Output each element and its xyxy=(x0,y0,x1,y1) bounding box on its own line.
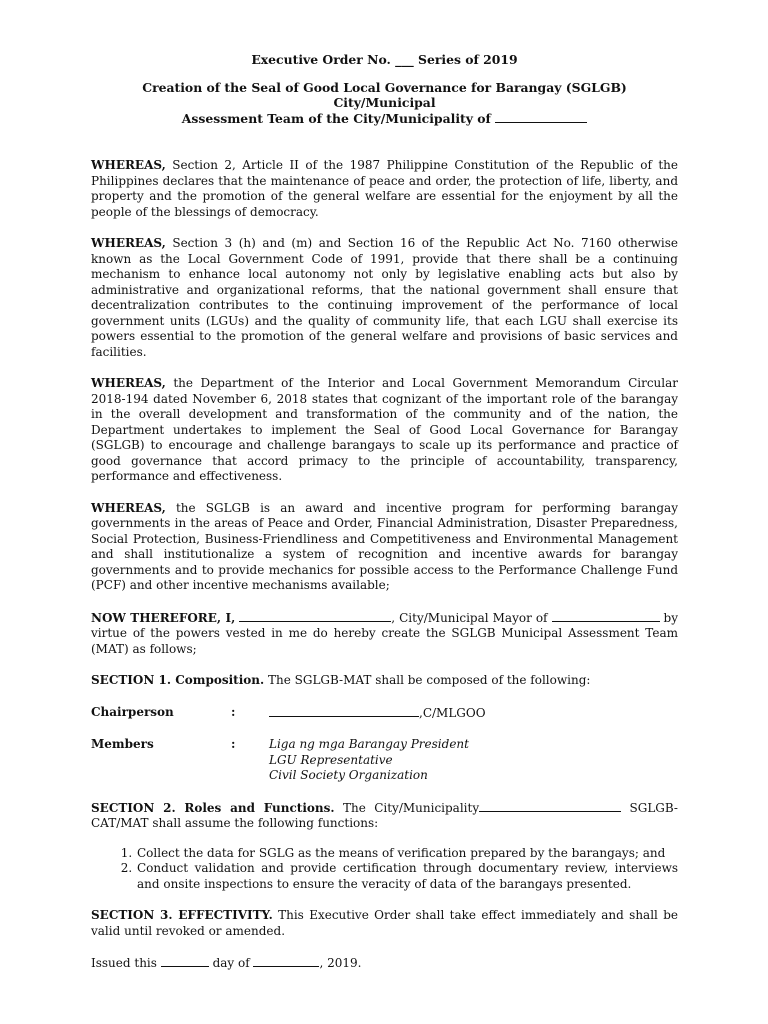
function-item: 1. Collect the data for SGLG as the means of verification prepared by the barangays; and xyxy=(136,846,678,862)
document-subtitle xyxy=(91,80,678,127)
whereas-lead: WHEREAS, xyxy=(91,236,166,250)
now-therefore-lead: NOW THEREFORE, I, xyxy=(91,610,236,625)
section-2-blank xyxy=(479,800,621,812)
day-blank xyxy=(161,955,209,967)
whereas-lead: WHEREAS, xyxy=(91,500,166,515)
chairperson-colon: : xyxy=(231,704,236,719)
now-therefore-mid: , City/Municipal Mayor of xyxy=(391,610,552,625)
section-1-text: The SGLGB-MAT shall be composed of the following: xyxy=(264,673,591,687)
member-item: LGU Representative xyxy=(269,752,393,767)
document-title: Executive Order No. ___ Series of 2019 xyxy=(251,52,518,67)
section-2-text-a: The City/Municipality xyxy=(334,800,480,815)
issued-text-c: , 2019. xyxy=(319,956,362,970)
whereas-text: the SGLGB is an award and incentive program for performing barangay governments in the areas of Peace and Order, Financial Administration, Disaster Preparedness, Social Protection, Business-Friendliness and Competitiveness and Environmental Management and shall institutionalize a system of recognition and incentive awards for barangay governments and to provide mechanics for possible access to the Performance Challenge Fund (PCF) and other incentive mechanisms available; xyxy=(91,500,678,592)
issued-line xyxy=(91,955,678,972)
whereas-paragraph-4 xyxy=(91,501,678,594)
member-item: Liga ng mga Barangay President xyxy=(269,737,469,751)
issued-text-a: Issued this xyxy=(91,956,161,970)
chairperson-label: Chairperson xyxy=(91,704,174,719)
section-3-heading: SECTION 3. EFFECTIVITY. xyxy=(91,908,273,922)
chairperson-row xyxy=(91,705,678,722)
members-label: Members xyxy=(91,737,154,751)
function-item: 2. Conduct validation and provide certification through documentary review, interviews and onsite inspections to ensure the veracity of data of the barangays presented. xyxy=(136,861,678,892)
members-colon: : xyxy=(231,737,236,751)
section-1-paragraph xyxy=(91,673,678,689)
city-blank xyxy=(495,111,587,123)
mayor-name-blank xyxy=(239,610,391,622)
now-therefore-tail: by virtue of the powers vested in me do hereby create the SGLGB Municipal Assessment Team (MAT) as follows; xyxy=(91,610,678,656)
whereas-paragraph-2 xyxy=(91,236,678,360)
section-2-paragraph xyxy=(91,800,678,832)
whereas-text: Section 3 (h) and (m) and Section 16 of the Republic Act No. 7160 otherwise known as the Local Government Code of 1991, provide that there shall be a continuing mechanism to enhance local autonomy not only by legislative enabling acts but also by administrative and organizational reforms, that the national government shall ensure that decentralization contributes to the continuing improvement of the performance of local government units (LGUs) and the quality of community life, that each LGU shall exercise its powers essential to the promotion of the general welfare and provisions of basic services and facilities. xyxy=(91,236,678,359)
municipality-blank xyxy=(552,610,660,622)
now-therefore-paragraph xyxy=(91,610,678,658)
section-3-paragraph xyxy=(91,908,678,939)
subtitle-line-2: Assessment Team of the City/Municipality of xyxy=(181,110,491,126)
chairperson-value xyxy=(269,705,678,722)
whereas-text: the Department of the Interior and Local Government Memorandum Circular 2018-194 dated November 6, 2018 states that cognizant of the important role of the barangay in the overall development and transformation of the community and of the nation, the Department undertakes to implement the Seal of Good Local Governance for Barangay (SGLGB) to encourage and challenge barangays to scale up its performance and practice of good governance that accord primacy to the principle of accountability, transparency, performance and effectiveness. xyxy=(91,376,678,483)
member-item: Civil Society Organization xyxy=(269,768,428,782)
whereas-lead: WHEREAS, xyxy=(91,376,166,390)
issued-text-b: day of xyxy=(208,956,254,970)
members-list xyxy=(269,737,678,784)
whereas-paragraph-3 xyxy=(91,376,678,485)
section-3-text: This Executive Order shall take effect immediately and shall be valid until revoked or amended. xyxy=(91,908,679,938)
whereas-text: Section 2, Article II of the 1987 Philippine Constitution of the Republic of the Philippines declares that the maintenance of peace and order, the protection of life, liberty, and property and the promotion of the general welfare are essential for the enjoyment by all the people of the blessings of democracy. xyxy=(91,158,678,219)
section-2-heading: SECTION 2. Roles and Functions. xyxy=(91,800,335,815)
functions-list xyxy=(91,846,678,893)
section-2-text-b: SGLGB-CAT/MAT shall assume the following functions: xyxy=(91,800,678,830)
chairperson-blank xyxy=(269,705,419,717)
month-blank xyxy=(253,955,319,967)
section-1-heading: SECTION 1. Composition. xyxy=(91,673,265,687)
chairperson-suffix: ,C/MLGOO xyxy=(419,705,486,720)
whereas-paragraph-1 xyxy=(91,158,678,220)
whereas-lead: WHEREAS, xyxy=(91,158,166,172)
subtitle-line-1: Creation of the Seal of Good Local Governance for Barangay (SGLGB) City/Municipal xyxy=(142,79,627,110)
members-row xyxy=(91,737,678,784)
